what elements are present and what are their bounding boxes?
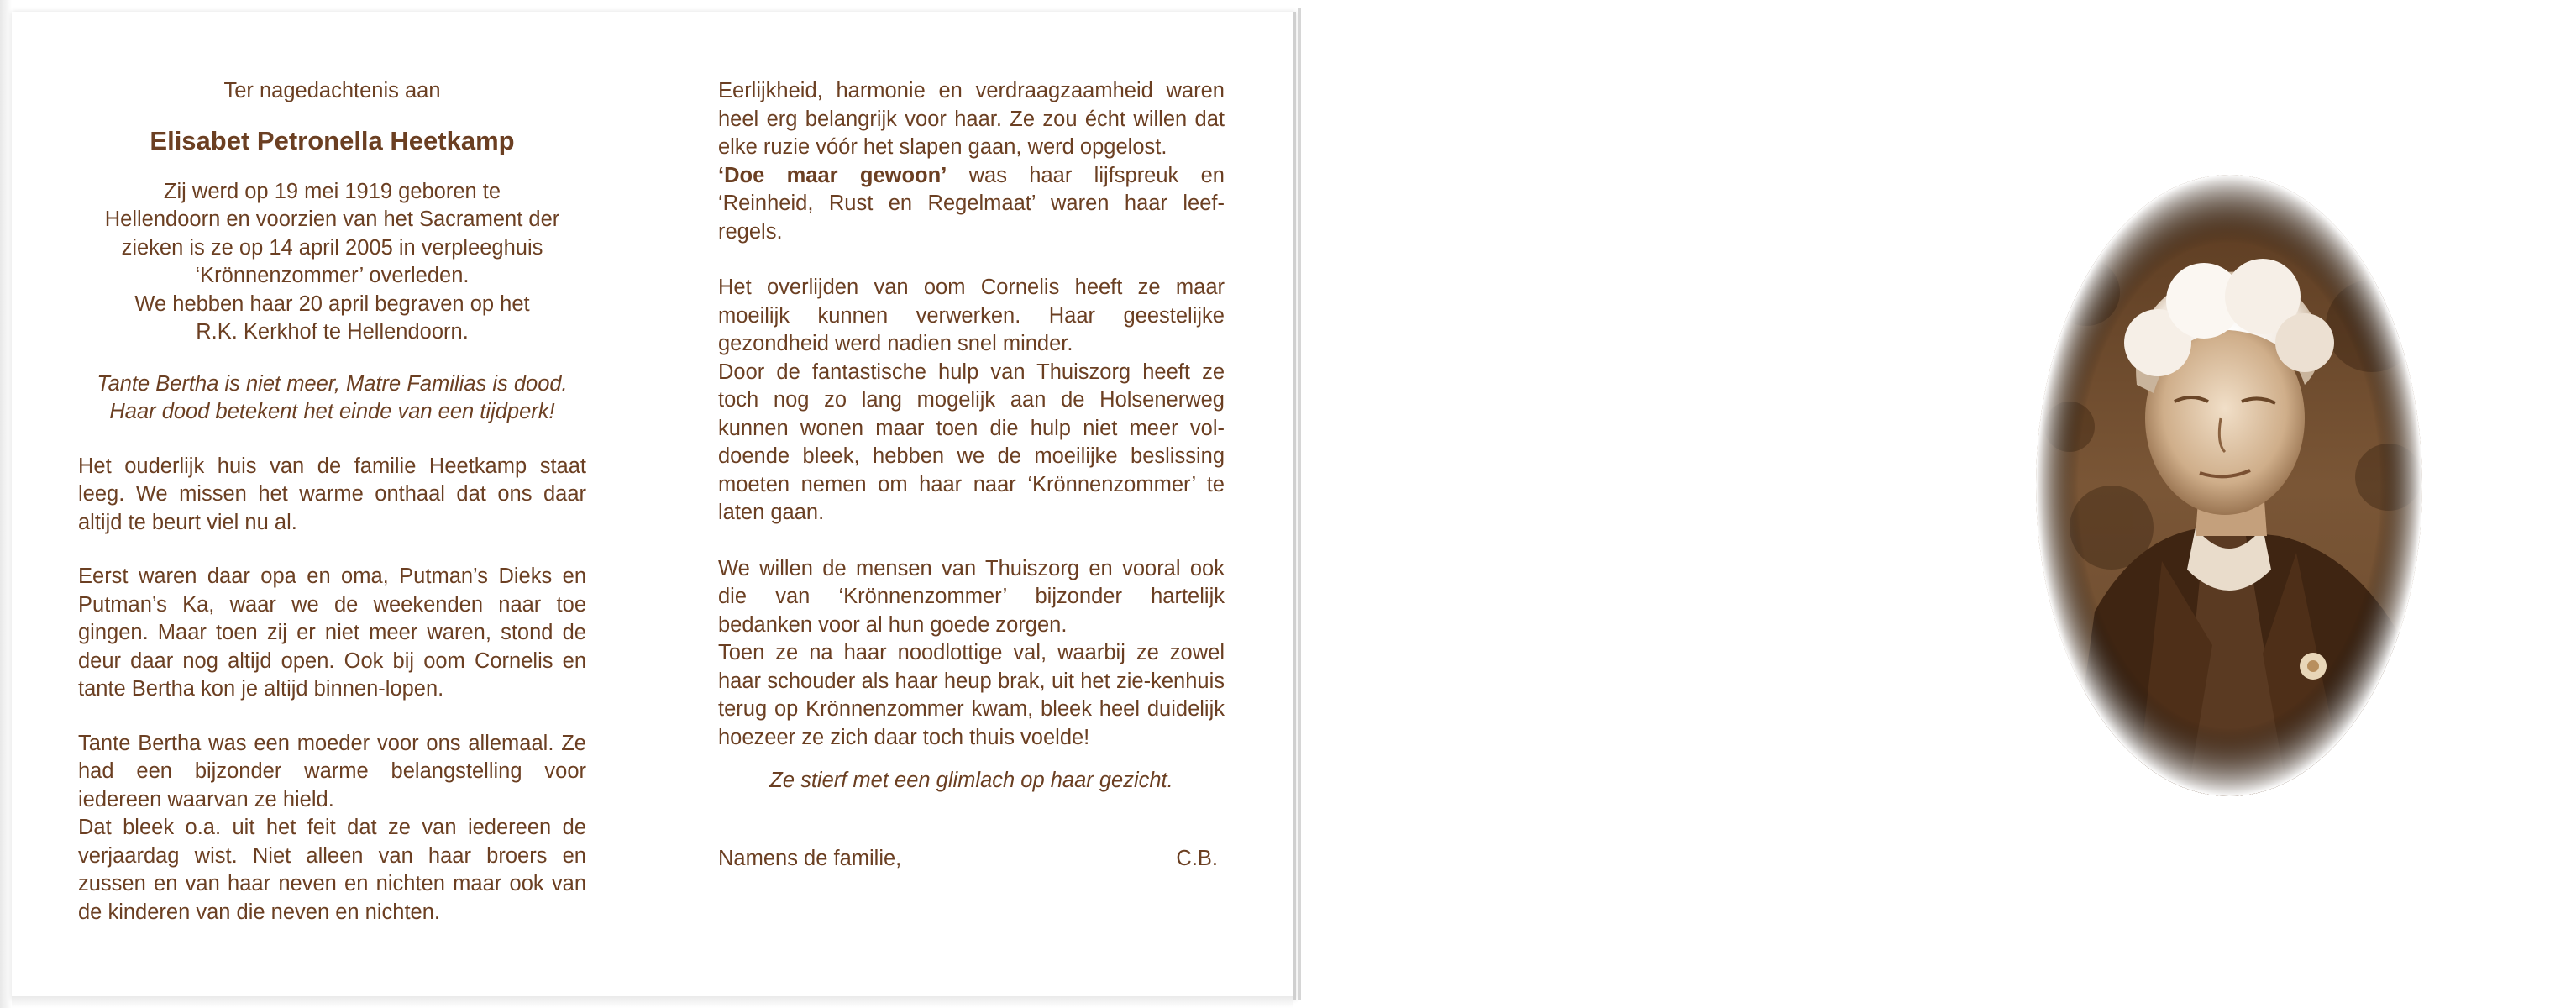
biography-block xyxy=(78,178,586,347)
bio-line: Hellendoorn en voorzien van het Sacrament der xyxy=(104,207,560,231)
memorial-heading: Ter nagedachtenis aan xyxy=(223,79,441,102)
bio-line: R.K. Kerkhof te Hellendoorn. xyxy=(196,320,469,344)
signature-row xyxy=(718,845,1225,874)
card-shadow-edge xyxy=(0,0,12,1008)
card-bottom-edge xyxy=(12,996,1293,1008)
signature-family: Namens de familie, xyxy=(718,846,902,870)
bio-line: ‘Krönnenzommer’ overleden. xyxy=(195,264,470,287)
paragraph-values: Eerlijkheid, harmonie en verdraagzaamheid waren heel erg belangrijk voor haar. Ze zou écht willen dat elke ruzie vóór het slapen gaan, werd opgelost. xyxy=(718,79,1225,159)
paragraph-fall: Toen ze na haar noodlottige val, waarbij ze zowel haar schouder als haar heup brak, uit het zie-kenhuis terug op Krönnenzommer kwam, bleek heel duidelijk hoezeer ze zich daar toch thuis voelde! xyxy=(718,641,1225,749)
bio-line: We hebben haar 20 april begraven op het xyxy=(134,291,530,316)
paragraph-family-home: Het ouderlijk huis van de familie Heetkamp staat leeg. We missen het warme onthaal dat ons daar altijd te beurt viel nu al. xyxy=(78,454,586,534)
bio-line: Zij werd op 19 mei 1919 geboren te xyxy=(163,179,501,203)
closing-quote: Ze stierf met een glimlach op haar gezicht. xyxy=(769,769,1173,792)
right-text-column xyxy=(718,77,1225,873)
deceased-name: Elisabet Petronella Heetkamp xyxy=(150,125,515,155)
paragraph-birthdays: Dat bleek o.a. uit het feit dat ze van iedereen de verjaardag wist. Niet alleen van haar broers en zussen en van haar neven en nichten maar ook van de kinderen van die neven en nichten. xyxy=(78,816,586,924)
bio-line: zieken is ze op 14 april 2005 in verpleeghuis xyxy=(121,235,543,260)
paragraph-loss: Het overlijden van oom Cornelis heeft ze maar moeilijk kunnen verwerken. Haar geestelijke gezondheid werd nadien snel minder. xyxy=(718,276,1225,355)
memorial-quote xyxy=(78,370,586,427)
paragraph-grandparents: Eerst waren daar opa en oma, Putman’s Dieks en Putman’s Ka, waar we de weekenden naar toe gingen. Maar toen zij er niet meer waren, stond de deur daar nog altijd open. Ook bij oom Cornelis en tante Bertha kon je altijd binnen-lopen. xyxy=(78,564,586,701)
paragraph-motto xyxy=(718,162,1225,247)
paragraph-thanks: We willen de mensen van Thuiszorg en vooral ook die van ‘Krönnenzommer’ bijzonder hartelijk bedanken voor al hun goede zorgen. xyxy=(718,556,1225,637)
quote-line: Haar dood betekent het einde van een tijdperk! xyxy=(109,400,555,423)
paragraph-mother-figure: Tante Bertha was een moeder voor ons allemaal. Ze had een bijzonder warme belangstelling voor iedereen waarvan ze hield. xyxy=(78,731,586,811)
portrait-illustration xyxy=(2036,175,2422,796)
portrait-photo-icon xyxy=(2036,175,2422,796)
paragraph-care: Door de fantastische hulp van Thuiszorg heeft ze toch nog zo lang mogelijk aan de Holsenerweg kunnen wonen maar toen die hulp niet meer vol-doende bleek, hebben we de moeilijke beslissing moeten nemen om haar naar ‘Krönnenzommer’ te laten gaan. xyxy=(718,360,1225,524)
quote-line: Tante Bertha is niet meer, Matre Familias is dood. xyxy=(97,371,568,396)
motto-bold: ‘Doe maar gewoon’ xyxy=(718,163,947,187)
signature-initials: C.B. xyxy=(1176,846,1218,870)
motto-rest: was haar lijfspreuk en ‘Reinheid, Rust en Regelmaat’ waren haar leef-regels. xyxy=(718,163,1225,244)
left-text-column xyxy=(78,77,586,927)
